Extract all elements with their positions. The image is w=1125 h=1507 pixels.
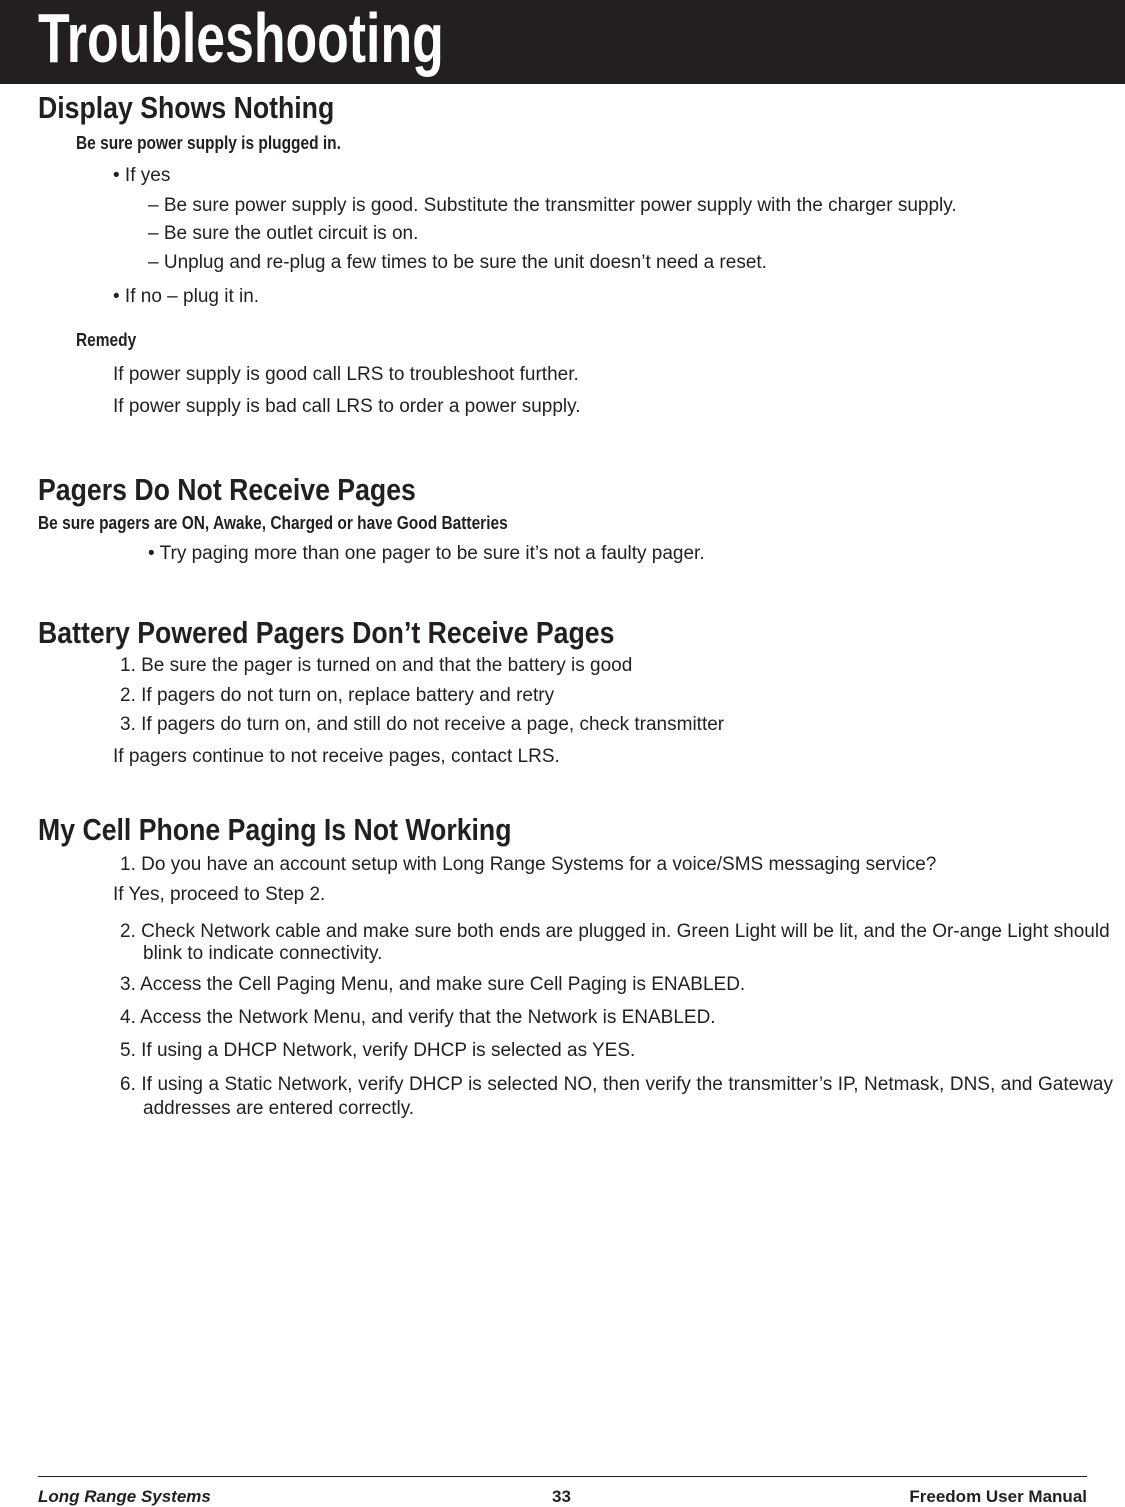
cell-step-1: 1. Do you have an account setup with Long Range Systems for a voice/SMS messaging service? — [120, 854, 937, 875]
battery-step: 2. If pagers do not turn on, replace battery and retry — [120, 685, 555, 706]
cell-if-yes: If Yes, proceed to Step 2. — [113, 884, 326, 905]
display-if-yes: • If yes — [113, 165, 171, 186]
display-yes-item: – Be sure the outlet circuit is on. — [148, 223, 419, 244]
cell-step-4: 4. Access the Network Menu, and verify that the Network is ENABLED. — [120, 1007, 716, 1028]
footer-rule — [38, 1476, 1087, 1477]
display-if-no: • If no – plug it in. — [113, 286, 260, 307]
section-heading-pagers: Pagers Do Not Receive Pages — [38, 472, 416, 507]
remedy-line: If power supply is good call LRS to troubleshoot further. — [113, 364, 579, 385]
remedy-line: If power supply is bad call LRS to order a power supply. — [113, 396, 581, 417]
section-heading-cell: My Cell Phone Paging Is Not Working — [38, 812, 512, 847]
footer-manual-title: Freedom User Manual — [909, 1487, 1087, 1506]
battery-step: 3. If pagers do turn on, and still do not receive a page, check transmitter — [120, 714, 725, 735]
display-yes-item: – Unplug and re-plug a few times to be sure the unit doesn’t need a reset. — [148, 252, 767, 273]
section-heading-battery: Battery Powered Pagers Don’t Receive Pages — [38, 615, 615, 650]
header-bar — [0, 0, 1125, 84]
cell-step-2: 2. Check Network cable and make sure both ends are plugged in. Green Light will be lit, and the Or-ange Light should blink to indicate connectivity. — [120, 921, 1110, 964]
display-yes-item: – Be sure power supply is good. Substitute the transmitter power supply with the charger supply. — [148, 195, 957, 216]
battery-note: If pagers continue to not receive pages, contact LRS. — [113, 746, 560, 767]
cell-step-5: 5. If using a DHCP Network, verify DHCP is selected as YES. — [120, 1040, 636, 1061]
pagers-check: Be sure pagers are ON, Awake, Charged or have Good Batteries — [38, 513, 508, 533]
footer-page-number: 33 — [552, 1487, 571, 1506]
remedy-label: Remedy — [76, 330, 137, 350]
footer-company: Long Range Systems — [38, 1487, 211, 1506]
pagers-tip: • Try paging more than one pager to be sure it’s not a faulty pager. — [148, 543, 705, 564]
display-check: Be sure power supply is plugged in. — [76, 133, 341, 153]
cell-step-3: 3. Access the Cell Paging Menu, and make sure Cell Paging is ENABLED. — [120, 974, 746, 995]
battery-step: 1. Be sure the pager is turned on and that the battery is good — [120, 655, 633, 676]
cell-step-6: 6. If using a Static Network, verify DHCP is selected NO, then verify the transmitter’s IP, Netmask, DNS, and Gateway addresses are entered correctly. — [120, 1074, 1113, 1119]
page-title: Troubleshooting — [38, 0, 444, 77]
section-heading-display: Display Shows Nothing — [38, 90, 335, 125]
